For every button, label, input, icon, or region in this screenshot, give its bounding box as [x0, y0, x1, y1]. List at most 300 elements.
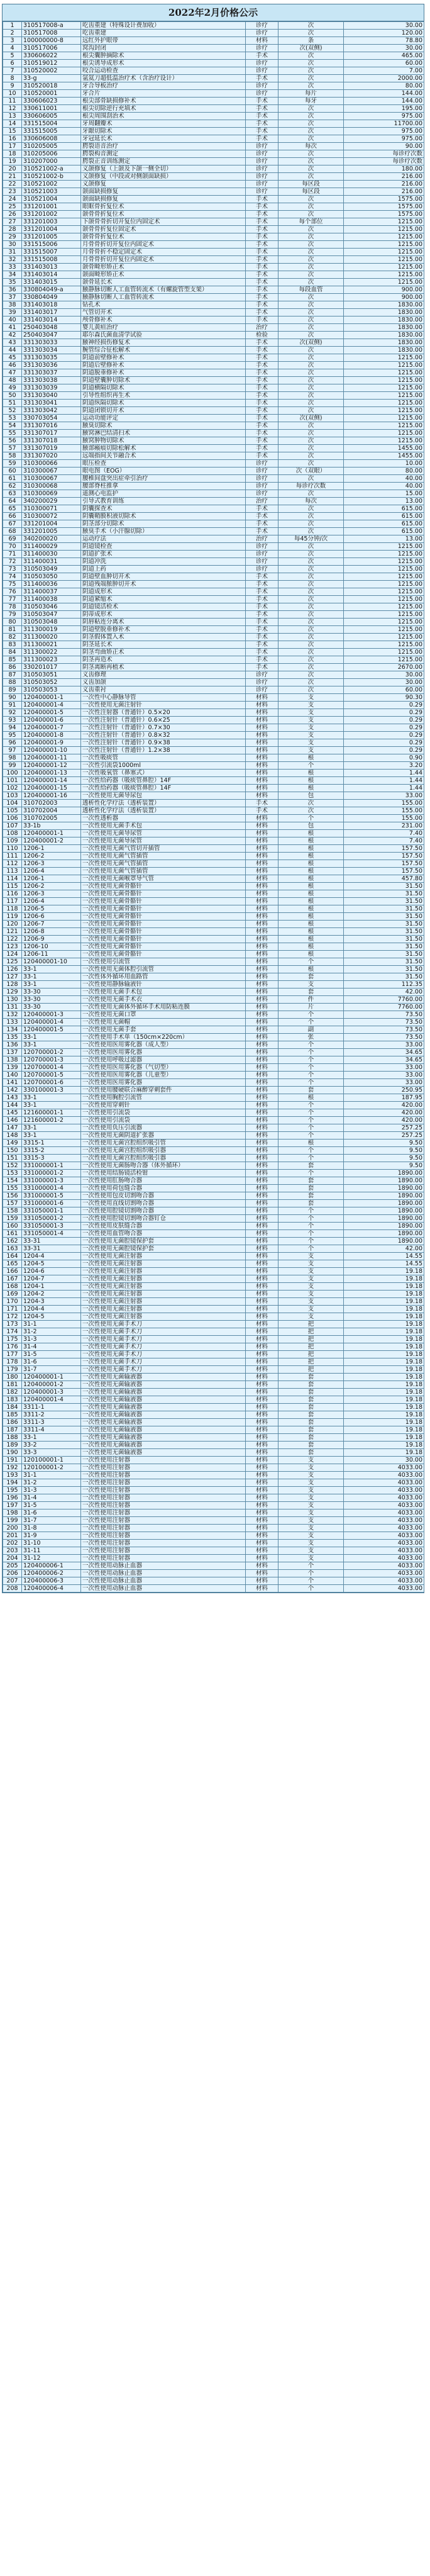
item-name: 一次性使用无菌注射器 [81, 1291, 246, 1298]
table-row [3, 1162, 424, 1170]
item-price: 1215.00 [344, 241, 424, 249]
item-name: 阴蒂成形术 [81, 611, 246, 619]
item-category: 手术 [246, 626, 278, 634]
table-row [3, 913, 424, 921]
table-row [3, 1223, 424, 1230]
item-name: 一次性使用无菌手术刀 [81, 1366, 246, 1374]
item-code: 310520002 [22, 67, 81, 75]
row-number: 57 [3, 445, 22, 452]
item-code: 311400036 [22, 581, 81, 588]
item-name: 氩氦刀超低温治疗术（含治疗设计） [81, 75, 246, 82]
table-row [3, 996, 424, 1004]
item-category: 材料 [246, 1102, 278, 1109]
item-price: 1215.00 [344, 422, 424, 430]
item-category: 手术 [246, 256, 278, 264]
item-code: 120400006-3 [22, 1577, 81, 1585]
item-code: 31-9 [22, 1532, 81, 1540]
item-unit: 次 [278, 422, 344, 430]
item-code: 250403048 [22, 324, 81, 332]
table-row [3, 1041, 424, 1049]
table-row [3, 1396, 424, 1404]
row-number: 93 [3, 717, 22, 724]
item-price: 1830.00 [344, 316, 424, 324]
item-unit: 次 [278, 309, 344, 316]
row-number: 54 [3, 422, 22, 430]
item-price: 1215.00 [344, 362, 424, 369]
row-number: 132 [3, 1011, 22, 1019]
item-category: 材料 [246, 875, 278, 883]
item-unit: 个 [278, 1585, 344, 1593]
item-unit: 套 [278, 1200, 344, 1207]
item-name: 阴道紧缩术 [81, 596, 246, 603]
item-name: 一次性使用无菌骨骼针 [81, 913, 246, 921]
item-category: 材料 [246, 1547, 278, 1555]
row-number: 178 [3, 1358, 22, 1366]
item-category: 材料 [246, 1192, 278, 1200]
item-unit: 每段血管 [278, 286, 344, 294]
item-price: 31.50 [344, 883, 424, 890]
item-category: 诊疗 [246, 686, 278, 694]
item-code: 1204-4 [22, 1253, 81, 1260]
table-row [3, 1245, 424, 1253]
table-row [3, 1064, 424, 1072]
row-number: 31 [3, 249, 22, 256]
item-name: 一次性使用注射器 [81, 1464, 246, 1472]
item-price: 1215.00 [344, 619, 424, 626]
item-category: 材料 [246, 1162, 278, 1170]
item-code: 120400001-14 [22, 777, 81, 785]
item-price: 1575.00 [344, 211, 424, 218]
table-row [3, 1509, 424, 1517]
item-code: 31-3 [22, 1487, 81, 1494]
item-price: 90.30 [344, 694, 424, 702]
item-name: 一次性使用注射器 [81, 1487, 246, 1494]
item-category: 材料 [246, 996, 278, 1004]
item-category: 材料 [246, 936, 278, 943]
item-price: 4033.00 [344, 1562, 424, 1570]
item-code: 121600001-1 [22, 1109, 81, 1117]
item-category: 材料 [246, 1389, 278, 1396]
item-unit: 次 [278, 671, 344, 679]
item-name: 窝沟封闭 [81, 45, 246, 52]
item-category: 材料 [246, 732, 278, 739]
item-unit: 支 [278, 1532, 344, 1540]
item-price: 975.00 [344, 128, 424, 135]
table-row [3, 1389, 424, 1396]
item-name: 腋静脉切断人工血管转流术（有螺旋管型支架） [81, 286, 246, 294]
item-unit: 次 [278, 150, 344, 158]
item-category: 手术 [246, 588, 278, 596]
item-name: 一次性使用注射器 [81, 1540, 246, 1547]
item-price: 0.29 [344, 739, 424, 747]
item-unit: 次 [278, 233, 344, 241]
item-category: 材料 [246, 702, 278, 709]
item-price: 1215.00 [344, 384, 424, 392]
table-row [3, 1434, 424, 1442]
item-category: 材料 [246, 1200, 278, 1207]
item-code: 310300066 [22, 460, 81, 468]
item-price: 11700.00 [344, 120, 424, 128]
item-name: 根尖囊肿摘除术 [81, 52, 246, 60]
item-code: 120400001-11 [22, 754, 81, 762]
table-row [3, 1109, 424, 1117]
item-price: 0.29 [344, 702, 424, 709]
item-unit: 个 [278, 1147, 344, 1155]
item-category: 材料 [246, 1381, 278, 1389]
item-price: 31.50 [344, 951, 424, 958]
item-code: 310503047 [22, 611, 81, 619]
item-code: 310503048 [22, 619, 81, 626]
table-row [3, 543, 424, 551]
item-price: 13.00 [344, 498, 424, 505]
item-unit: 套 [278, 1426, 344, 1434]
table-row [3, 830, 424, 837]
table-row [3, 732, 424, 739]
item-code: 310520018 [22, 82, 81, 90]
item-unit: 次 [278, 211, 344, 218]
item-category: 手术 [246, 98, 278, 105]
table-row [3, 1449, 424, 1457]
item-unit: 次 [278, 203, 344, 211]
table-row [3, 619, 424, 626]
row-number: 171 [3, 1306, 22, 1313]
table-row [3, 430, 424, 437]
item-unit: 个 [278, 1223, 344, 1230]
item-name: 一次性使用无菌骨骼针 [81, 883, 246, 890]
item-category: 材料 [246, 1472, 278, 1479]
item-unit: 次 [278, 520, 344, 528]
item-category: 手术 [246, 264, 278, 271]
item-code: 120400001-10 [22, 747, 81, 754]
item-price: 31.50 [344, 890, 424, 898]
item-name: 一次性引流袋1000ml [81, 762, 246, 770]
item-unit: 根 [278, 1094, 344, 1102]
item-price: 420.00 [344, 1102, 424, 1109]
item-category: 手术 [246, 301, 278, 309]
item-category: 材料 [246, 694, 278, 702]
item-price: 1215.00 [344, 543, 424, 551]
item-unit: 根 [278, 853, 344, 860]
item-code: 331201002 [22, 211, 81, 218]
row-number: 173 [3, 1321, 22, 1328]
row-number: 181 [3, 1381, 22, 1389]
item-category: 手术 [246, 203, 278, 211]
item-name: 一次性使用引流管 [81, 958, 246, 966]
table-row [3, 279, 424, 286]
item-price: 1215.00 [344, 437, 424, 445]
item-unit: 次 [278, 196, 344, 203]
item-category: 手术 [246, 400, 278, 407]
item-category: 手术 [246, 369, 278, 377]
table-row [3, 1049, 424, 1056]
row-number: 118 [3, 905, 22, 913]
item-category: 诊疗 [246, 490, 278, 498]
item-code: 3311-2 [22, 1411, 81, 1419]
row-number: 138 [3, 1056, 22, 1064]
item-name: 颌骨骨折复位固定术 [81, 226, 246, 233]
item-code: 120700001-3 [22, 1056, 81, 1064]
item-name: 一次性使用注射器 [81, 1479, 246, 1487]
item-name: 一次性使用无菌手术刀 [81, 1328, 246, 1336]
item-code: 331050001-1 [22, 1207, 81, 1215]
row-number: 76 [3, 588, 22, 596]
item-code: 310517008-a [22, 22, 81, 30]
item-price: 19.18 [344, 1283, 424, 1291]
item-category: 材料 [246, 777, 278, 785]
item-price: 4033.00 [344, 1509, 424, 1517]
item-price: 1215.00 [344, 588, 424, 596]
table-row [3, 1343, 424, 1351]
item-category: 手术 [246, 513, 278, 520]
item-unit: 根 [278, 928, 344, 936]
row-number: 196 [3, 1494, 22, 1502]
item-code: 31-5 [22, 1351, 81, 1358]
row-number: 131 [3, 1004, 22, 1011]
item-unit: 根 [278, 777, 344, 785]
item-name: 阴道壁囊肿切除术 [81, 377, 246, 384]
item-unit: 次 [278, 377, 344, 384]
row-number: 56 [3, 437, 22, 445]
item-price: 19.18 [344, 1358, 424, 1366]
item-name: 遥测心电监护 [81, 490, 246, 498]
table-row [3, 45, 424, 52]
table-row [3, 498, 424, 505]
item-category: 材料 [246, 868, 278, 875]
table-row [3, 22, 424, 30]
item-category: 手术 [246, 596, 278, 603]
item-code: 331403017 [22, 309, 81, 316]
row-number: 16 [3, 135, 22, 143]
item-price: 19.18 [344, 1321, 424, 1328]
item-price: 4033.00 [344, 1577, 424, 1585]
item-price: 0.29 [344, 747, 424, 754]
item-name: 一次性使用呼吸过滤器 [81, 1056, 246, 1064]
item-unit: 次 [278, 324, 344, 332]
item-name: 一次性使用无菌输液器 [81, 1434, 246, 1442]
table-row [3, 883, 424, 890]
table-row [3, 468, 424, 475]
item-name: 腋臭手术（小汗腺切除） [81, 528, 246, 535]
item-unit: 支 [278, 1253, 344, 1260]
item-code: 310517006 [22, 45, 81, 52]
item-category: 诊疗 [246, 671, 278, 679]
item-unit: 包 [278, 822, 344, 830]
item-category: 诊疗 [246, 45, 278, 52]
table-row [3, 1404, 424, 1411]
item-price: 1215.00 [344, 377, 424, 384]
item-name: 一次性使用无菌阴道扩张器 [81, 1132, 246, 1140]
item-code: 33-31 [22, 1245, 81, 1253]
item-category: 诊疗 [246, 165, 278, 173]
table-row [3, 1230, 424, 1238]
item-name: 一次性使用腔镜切割吻合器 [81, 1207, 246, 1215]
row-number: 99 [3, 762, 22, 770]
item-name: 一次性使用医用雾化器 [81, 1049, 246, 1056]
row-number: 113 [3, 868, 22, 875]
item-price: 615.00 [344, 505, 424, 513]
item-unit: 次 [278, 82, 344, 90]
item-unit: 个 [278, 1238, 344, 1245]
item-name: 阴茎延长术 [81, 641, 246, 649]
item-name: 一次性使用注射器 [81, 1494, 246, 1502]
item-unit: 个 [278, 1577, 344, 1585]
item-name: 一次性使用无菌注射器 [81, 1275, 246, 1283]
table-row [3, 392, 424, 400]
item-name: 义齿重衬 [81, 686, 246, 694]
item-code: 31-4 [22, 1343, 81, 1351]
item-name: 一次性使用无菌输液器 [81, 1442, 246, 1449]
item-code: 33-30 [22, 1004, 81, 1011]
item-name: 一次性使用无菌宫腔组织吸引器 [81, 1155, 246, 1162]
item-unit: 套 [278, 1374, 344, 1381]
item-name: 牙龈切除术 [81, 128, 246, 135]
row-number: 119 [3, 913, 22, 921]
row-number: 55 [3, 430, 22, 437]
item-price: 19.18 [344, 1442, 424, 1449]
row-number: 180 [3, 1374, 22, 1381]
item-code: 31-7 [22, 1517, 81, 1525]
item-code: 330606023 [22, 98, 81, 105]
item-unit: 次 [278, 437, 344, 445]
item-unit: 个 [278, 815, 344, 822]
item-category: 材料 [246, 1253, 278, 1260]
item-unit: 次 [278, 392, 344, 400]
item-name: 牙周翻瓣术 [81, 120, 246, 128]
item-unit: 每次 [278, 143, 344, 150]
row-number: 127 [3, 973, 22, 981]
table-row [3, 1336, 424, 1343]
table-row [3, 717, 424, 724]
row-number: 50 [3, 392, 22, 400]
item-unit: 支 [278, 1313, 344, 1321]
item-price: 257.25 [344, 1132, 424, 1140]
item-unit: 套 [278, 1192, 344, 1200]
item-code: 120400006-1 [22, 1562, 81, 1570]
item-code: 331201004 [22, 226, 81, 233]
item-price: 19.18 [344, 1411, 424, 1419]
item-code: 310521002 [22, 181, 81, 188]
row-number: 18 [3, 150, 22, 158]
item-price: 33.00 [344, 1064, 424, 1072]
item-category: 手术 [246, 641, 278, 649]
item-price: 4033.00 [344, 1540, 424, 1547]
item-category: 材料 [246, 1223, 278, 1230]
item-name: 一次性注射针（普通针）1.2×38 [81, 747, 246, 754]
item-name: 阴道冲洗 [81, 558, 246, 566]
item-code: 310503049 [22, 566, 81, 573]
item-code: 331000001-2 [22, 1170, 81, 1177]
row-number: 25 [3, 203, 22, 211]
item-code: 120400001-6 [22, 717, 81, 724]
item-code: 331403015 [22, 279, 81, 286]
row-number: 193 [3, 1472, 22, 1479]
item-name: 远端指间关节融合术 [81, 452, 246, 460]
row-number: 46 [3, 362, 22, 369]
item-code: 120400001-9 [22, 739, 81, 747]
item-price: 1215.00 [344, 279, 424, 286]
table-row [3, 1087, 424, 1094]
item-category: 手术 [246, 520, 278, 528]
item-code: 331515004 [22, 120, 81, 128]
item-unit: 支 [278, 1283, 344, 1291]
item-unit: 次 [278, 611, 344, 619]
item-category: 诊疗 [246, 30, 278, 37]
item-price: 19.18 [344, 1268, 424, 1275]
table-row [3, 347, 424, 354]
item-name: 一次性使用肛肠吻合器 [81, 1177, 246, 1185]
item-category: 手术 [246, 656, 278, 664]
item-category: 材料 [246, 1034, 278, 1041]
row-number: 120 [3, 921, 22, 928]
item-category: 材料 [246, 1087, 278, 1094]
item-price: 1455.00 [344, 445, 424, 452]
item-category: 诊疗 [246, 67, 278, 75]
item-name: 一次性使用医用雾化器（儿童型） [81, 1072, 246, 1079]
item-price: 19.18 [344, 1351, 424, 1358]
table-row [3, 407, 424, 415]
item-unit: 次 [278, 347, 344, 354]
item-unit: 个 [278, 1132, 344, 1140]
table-row [3, 785, 424, 792]
item-name: 阴道残端脓肿切开术 [81, 581, 246, 588]
item-price: 1890.00 [344, 1170, 424, 1177]
item-unit: 个 [278, 958, 344, 966]
item-price: 0.90 [344, 754, 424, 762]
item-name: 一次性使用无菌体腔引流管 [81, 966, 246, 973]
row-number: 141 [3, 1079, 22, 1087]
item-price: 1215.00 [344, 430, 424, 437]
item-code: 120400001-8 [22, 732, 81, 739]
row-number: 36 [3, 286, 22, 294]
item-price: 1215.00 [344, 400, 424, 407]
item-category: 手术 [246, 800, 278, 807]
item-price: 420.00 [344, 1109, 424, 1117]
item-name: 一次性使用注射器 [81, 1517, 246, 1525]
item-code: 120400001-10 [22, 958, 81, 966]
item-category: 材料 [246, 1404, 278, 1411]
item-category: 诊疗 [246, 475, 278, 483]
row-number: 107 [3, 822, 22, 830]
item-code: 330606022 [22, 52, 81, 60]
item-unit: 次 [278, 135, 344, 143]
item-price: 1830.00 [344, 301, 424, 309]
item-price: 1215.00 [344, 649, 424, 656]
row-number: 124 [3, 951, 22, 958]
row-number: 206 [3, 1570, 22, 1577]
item-name: 阴道壁脱垂修补术 [81, 626, 246, 634]
table-row [3, 249, 424, 256]
item-price: 1890.00 [344, 1230, 424, 1238]
item-unit: 次 [278, 664, 344, 671]
item-code: 310503053 [22, 686, 81, 694]
table-row [3, 709, 424, 717]
table-row [3, 1004, 424, 1011]
item-price: 60.00 [344, 686, 424, 694]
item-code: 331403013 [22, 264, 81, 271]
item-price: 1215.00 [344, 233, 424, 241]
item-unit: 次 [278, 158, 344, 165]
item-price: 9.50 [344, 1162, 424, 1170]
item-unit: 次 [278, 800, 344, 807]
item-price: 40.00 [344, 483, 424, 490]
item-unit: 支 [278, 1464, 344, 1472]
table-row [3, 143, 424, 150]
item-unit: 次 [278, 603, 344, 611]
table-row [3, 150, 424, 158]
row-number: 82 [3, 634, 22, 641]
row-number: 169 [3, 1291, 22, 1298]
item-code: 31-1 [22, 1472, 81, 1479]
